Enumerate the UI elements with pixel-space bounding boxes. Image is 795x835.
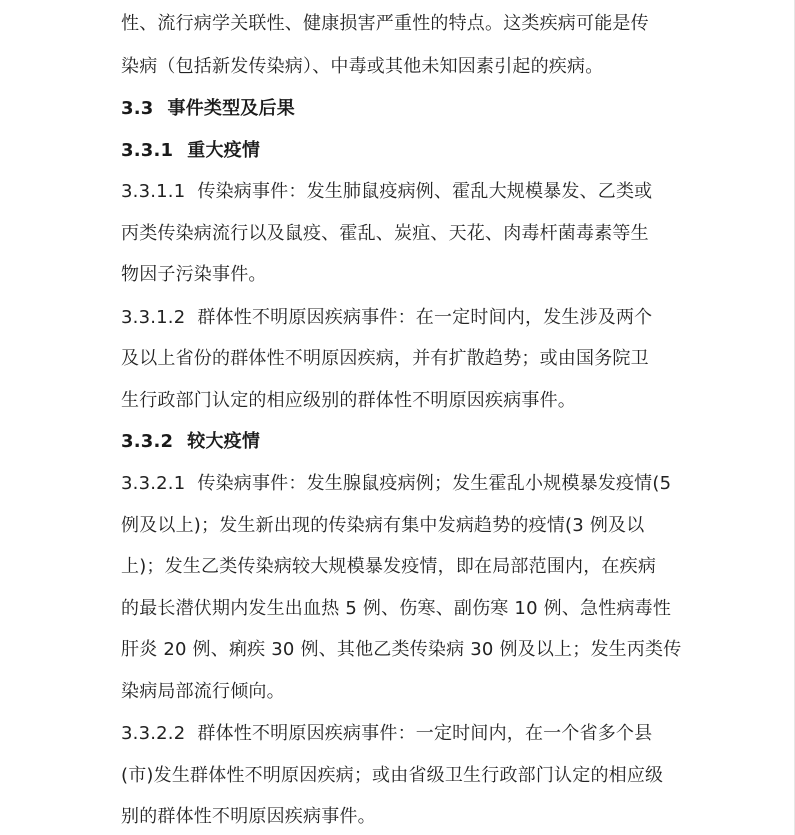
section-heading-3-3-2	[121, 430, 260, 454]
clause-number: 3.3.2.1	[121, 473, 186, 494]
clause-number: 3.3.1.2	[121, 307, 186, 328]
body-text-line: (市)发生群体性不明原因疾病；或由省级卫生行政部门认定的相应级	[121, 765, 664, 786]
body-text-line: 丙类传染病流行以及鼠疫、霍乱、炭疽、天花、肉毒杆菌毒素等生	[121, 223, 649, 244]
section-heading-3-3	[121, 97, 295, 121]
body-text-line: 物因子污染事件。	[121, 264, 267, 285]
clause-text: 传染病事件：发生腺鼠疫病例；发生霍乱小规模暴发疫情(5	[197, 473, 672, 494]
body-text-line: 肝炎 20 例、痢疾 30 例、其他乙类传染病 30 例及以上；发生丙类传	[121, 639, 682, 660]
body-text-line: 染病局部流行倾向。	[121, 681, 285, 702]
clause-text: 群体性不明原因疾病事件：在一定时间内，发生涉及两个	[197, 307, 653, 328]
body-text-line: 例及以上)；发生新出现的传染病有集中发病趋势的疫情(3 例及以	[121, 515, 645, 536]
body-text-line: 及以上省份的群体性不明原因疾病，并有扩散趋势；或由国务院卫	[121, 348, 649, 369]
clause-number: 3.3.1.1	[121, 181, 186, 202]
section-heading-3-3-1	[121, 139, 260, 163]
body-text-line: 的最长潜伏期内发生出血热 5 例、伤寒、副伤寒 10 例、急性病毒性	[121, 598, 672, 619]
clause-3-3-2-2-first-line	[121, 722, 652, 746]
section-number: 3.3	[121, 98, 154, 119]
section-number: 3.3.2	[121, 431, 174, 452]
clause-3-3-2-1-first-line	[121, 472, 671, 496]
body-text-line: 性、流行病学关联性、健康损害严重性的特点。这类疾病可能是传	[121, 13, 649, 34]
clause-number: 3.3.2.2	[121, 723, 186, 744]
clause-text: 传染病事件：发生肺鼠疫病例、霍乱大规模暴发、乙类或	[197, 181, 653, 202]
section-title: 事件类型及后果	[167, 98, 295, 119]
body-text-line: 别的群体性不明原因疾病事件。	[121, 806, 376, 827]
clause-3-3-1-1-first-line	[121, 180, 652, 204]
body-text-line: 生行政部门认定的相应级别的群体性不明原因疾病事件。	[121, 390, 576, 411]
body-text-line: 染病（包括新发传染病）、中毒或其他未知因素引起的疾病。	[121, 56, 604, 77]
clause-text: 群体性不明原因疾病事件：一定时间内，在一个省多个县	[197, 723, 653, 744]
section-number: 3.3.1	[121, 140, 174, 161]
clause-3-3-1-2-first-line	[121, 306, 652, 330]
body-text-line: 上)；发生乙类传染病较大规模暴发疫情，即在局部范围内，在疾病	[121, 556, 657, 577]
section-title: 较大疫情	[187, 431, 261, 452]
section-title: 重大疫情	[187, 140, 261, 161]
